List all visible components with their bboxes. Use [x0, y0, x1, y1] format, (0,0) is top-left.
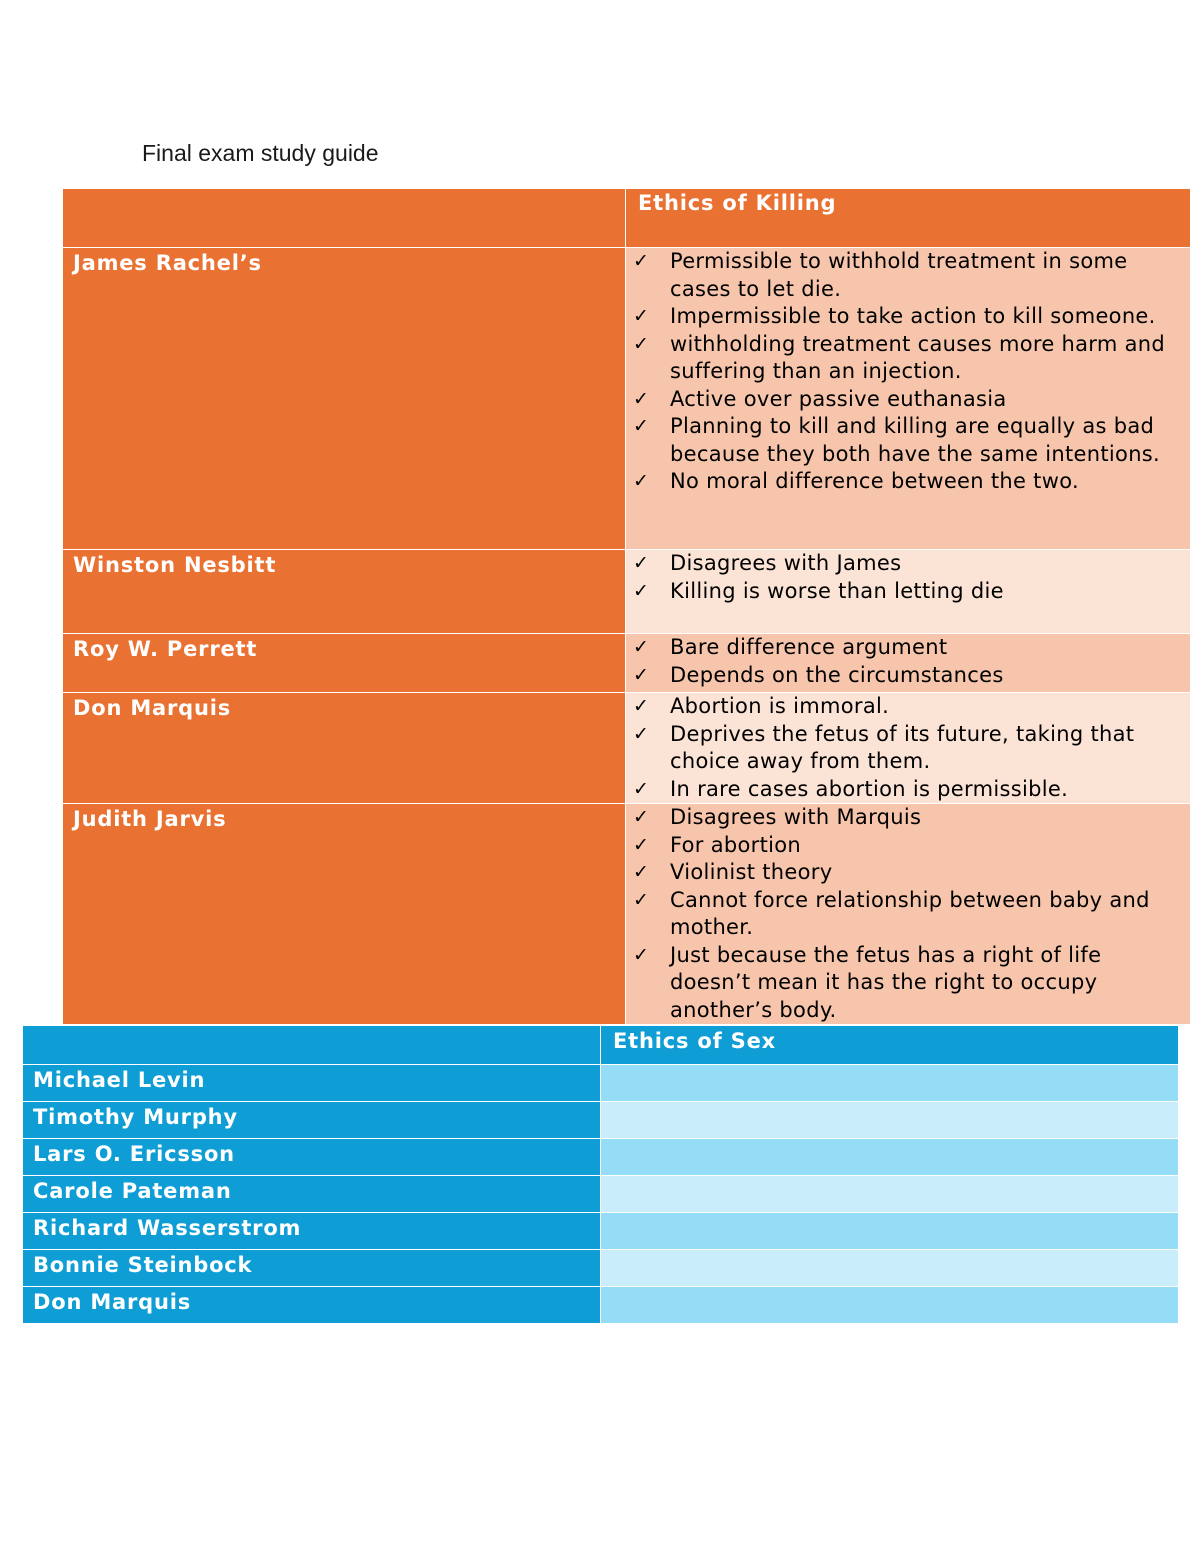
killing-row: [63, 248, 1191, 550]
argument-notes-cell: [626, 693, 1191, 804]
check-mark-icon: ✓: [633, 636, 650, 658]
check-mark-icon: ✓: [633, 943, 650, 966]
argument-point: [633, 776, 1184, 804]
argument-text: withholding treatment causes more harm and suffering than an injection.: [670, 331, 1166, 383]
argument-point: [633, 248, 1184, 303]
check-mark-icon: ✓: [633, 777, 650, 800]
check-mark-icon: ✓: [633, 250, 650, 272]
page-title: Final exam study guide: [142, 140, 379, 166]
argument-point: [633, 887, 1184, 942]
argument-list: [626, 693, 1190, 803]
check-mark-icon: ✓: [633, 332, 650, 355]
check-mark-icon: ✓: [633, 415, 650, 437]
argument-text: Active over passive euthanasia: [670, 386, 1007, 411]
philosopher-name: Don Marquis: [23, 1287, 601, 1324]
philosopher-name: Don Marquis: [63, 693, 626, 804]
sex-row: [23, 1102, 1179, 1139]
philosopher-name: Roy W. Perrett: [63, 634, 626, 693]
ethics-of-killing-table: [62, 188, 1191, 1025]
philosopher-name: Timothy Murphy: [23, 1102, 601, 1139]
argument-point: [633, 942, 1184, 1025]
check-mark-icon: ✓: [633, 387, 650, 410]
argument-point: [633, 832, 1184, 860]
killing-header-blank-cell: [63, 189, 626, 248]
argument-text: Abortion is immoral.: [670, 694, 890, 718]
killing-header-row: [63, 189, 1191, 248]
argument-point: [633, 859, 1184, 887]
argument-notes-cell: [626, 634, 1191, 693]
check-mark-icon: ✓: [633, 552, 650, 574]
argument-point: [633, 662, 1184, 690]
check-mark-icon: ✓: [633, 861, 650, 883]
empty-notes-cell: [601, 1139, 1179, 1176]
sex-row: [23, 1065, 1179, 1102]
argument-text: No moral difference between the two.: [670, 469, 1079, 493]
philosopher-name: Winston Nesbitt: [63, 550, 626, 634]
argument-point: [633, 331, 1184, 386]
philosopher-name: Bonnie Steinbock: [23, 1250, 601, 1287]
argument-list: [626, 634, 1190, 689]
sex-heading: Ethics of Sex: [601, 1026, 1179, 1065]
argument-point: [633, 303, 1184, 331]
argument-text: Cannot force relationship between baby and mother.: [670, 887, 1150, 939]
killing-row: [63, 634, 1191, 693]
philosopher-name: Lars O. Ericsson: [23, 1139, 601, 1176]
argument-point: [633, 550, 1184, 578]
argument-notes-cell: [626, 804, 1191, 1025]
philosopher-name: Michael Levin: [23, 1065, 601, 1102]
sex-row: [23, 1176, 1179, 1213]
empty-notes-cell: [601, 1250, 1179, 1287]
argument-list: [626, 550, 1190, 605]
check-mark-icon: ✓: [633, 663, 650, 686]
argument-text: Bare difference argument: [670, 635, 948, 659]
philosopher-name: James Rachel’s: [63, 248, 626, 550]
argument-point: [633, 413, 1184, 468]
argument-text: Depends on the circumstances: [670, 662, 1004, 687]
argument-notes-cell: [626, 248, 1191, 550]
argument-list: [626, 804, 1190, 1024]
argument-text: Permissible to withhold treatment in some cases to let die.: [670, 249, 1128, 301]
check-mark-icon: ✓: [633, 833, 650, 856]
killing-row: [63, 804, 1191, 1025]
argument-text: Disagrees with Marquis: [670, 805, 922, 829]
philosopher-name: Richard Wasserstrom: [23, 1213, 601, 1250]
argument-text: Impermissible to take action to kill someone.: [670, 304, 1156, 328]
empty-notes-cell: [601, 1176, 1179, 1213]
check-mark-icon: ✓: [633, 470, 650, 492]
check-mark-icon: ✓: [633, 806, 650, 828]
argument-point: [633, 721, 1184, 776]
argument-text: Disagrees with James: [670, 551, 902, 575]
ethics-of-sex-table: [22, 1025, 1179, 1324]
killing-row: [63, 550, 1191, 634]
argument-text: Planning to kill and killing are equally as bad because they both have the same intentions.: [670, 414, 1161, 466]
sex-header-row: [23, 1026, 1179, 1065]
check-mark-icon: ✓: [633, 722, 650, 745]
sex-row: [23, 1250, 1179, 1287]
killing-heading: Ethics of Killing: [626, 189, 1191, 248]
check-mark-icon: ✓: [633, 695, 650, 717]
sex-row: [23, 1139, 1179, 1176]
argument-point: [633, 693, 1184, 721]
argument-text: Just because the fetus has a right of life doesn’t mean it has the right to occupy another’s body.: [670, 942, 1102, 1022]
check-mark-icon: ✓: [633, 888, 650, 911]
check-mark-icon: ✓: [633, 305, 650, 327]
argument-text: Killing is worse than letting die: [670, 578, 1004, 603]
empty-notes-cell: [601, 1102, 1179, 1139]
argument-text: For abortion: [670, 832, 801, 857]
killing-row: [63, 693, 1191, 804]
argument-point: [633, 386, 1184, 414]
argument-notes-cell: [626, 550, 1191, 634]
argument-text: Violinist theory: [670, 860, 833, 884]
philosopher-name: Carole Pateman: [23, 1176, 601, 1213]
sex-header-blank-cell: [23, 1026, 601, 1065]
philosopher-name: Judith Jarvis: [63, 804, 626, 1025]
argument-point: [633, 804, 1184, 832]
empty-notes-cell: [601, 1065, 1179, 1102]
argument-point: [633, 468, 1184, 496]
empty-notes-cell: [601, 1213, 1179, 1250]
argument-point: [633, 578, 1184, 606]
argument-list: [626, 248, 1190, 496]
argument-point: [633, 634, 1184, 662]
argument-text: In rare cases abortion is permissible.: [670, 776, 1069, 801]
argument-text: Deprives the fetus of its future, taking that choice away from them.: [670, 721, 1135, 773]
sex-row: [23, 1287, 1179, 1324]
sex-row: [23, 1213, 1179, 1250]
check-mark-icon: ✓: [633, 579, 650, 602]
empty-notes-cell: [601, 1287, 1179, 1324]
